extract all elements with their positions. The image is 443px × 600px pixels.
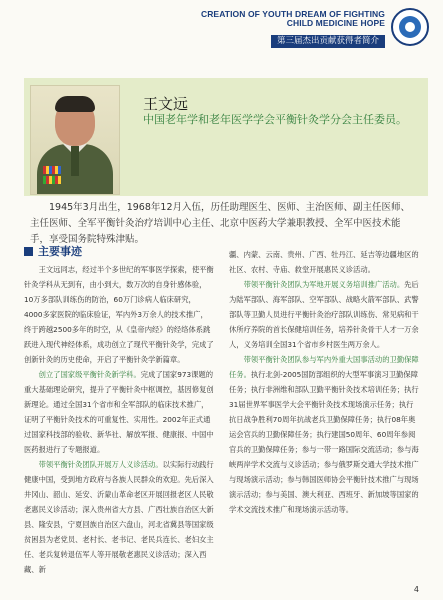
portrait-photo (30, 85, 120, 195)
section-title: 主要事迹 (38, 245, 82, 258)
paragraph: 带领平衡针灸团队参与军内外重大国事活动的卫勤保障任务。执行北剑-2005国防部组织的大型军事演习卫勤保障任务；执行非洲维和部队卫勤平衡针灸技术培训任务；执行31届世界军事医学大会平衡针灸技术现场演示任务；执行抗日战争胜利70周年抗战老兵卫勤保障任务；执行08年奥运会官兵的卫勤保障任务；执行建国50周年、60周年参阅官兵的卫勤保障任务；参与一带一路国际交流活动；参与海峡两岸学术交流与义诊活动；参与俄罗斯交通大学技术推广与现场演示活动；参与韩国医师协会平衡针技术推广与现场演示活动；参与美国、澳大利亚、西班牙、新加坡等国家的学术交流技术推广和现场演示活动等。 (229, 355, 419, 514)
section-square-icon (24, 247, 33, 256)
profile-name: 王文远 (143, 95, 189, 113)
paragraph: 带领平衡针灸团队开展万人义诊活动。以实际行动践行健康中国，受到地方政府与各族人民群众的欢迎。先后深入井冈山、韶山、延安、沂蒙山革命老区开展回报老区人民敬老惠民义诊活动；深入贵州省大方县、广西壮族自治区大新县、隆安县，宁夏回族自治区六盘山，河北省冀县等国家级贫困县为老党员、老村长、老书记、老民兵连长、老妇女主任、老兵复转退伍军人等开展敬老惠民义诊活动；深入西藏、新 (24, 460, 214, 574)
right-column (229, 247, 419, 517)
section-heading (24, 244, 82, 258)
paragraph: 王文远同志，经过半个多世纪的军事医学探索，使平衡针灸学科从无到有，由小到大，数万次的自身针感体验，10万多部队训练伤的防治，60万门诊病人临床研究，4000多家医院的临床验证，军内外3万余人的技术推广，终于跨越2500多年的时空，从《皇帝内经》的经络体系跳跃进入现代神经体系，成功创立了现代平衡针灸学，完成了创新针灸的历史使命，开启了平衡针灸学新篇章。 (24, 265, 214, 364)
header-en-line1: CREATION OF YOUTH DREAM OF FIGHTING (200, 9, 385, 19)
highlight-heading: 带领平衡针灸团队开展万人义诊活动。 (38, 460, 163, 469)
highlight-heading: 创立了国家级平衡针灸新学科。 (38, 370, 141, 379)
highlight-heading: 带领平衡针灸团队为军地开展义务培训推广活动。 (243, 280, 405, 289)
header-banner (201, 10, 385, 48)
paragraph: 带领平衡针灸团队为军地开展义务培训推广活动。先后为陆军部队、海军部队、空军部队、战略火箭军部队、武警部队等卫勤人员进行平衡针灸治疗部队训练伤、常见病和干休所疗养院的首长保健培训任务，培养针灸骨干人才一万余人，义务培训全国31个省市乡村医生两万余人。 (229, 280, 419, 349)
highlight-heading: 带领平衡针灸团队参与军内外重大国事活动的卫勤保障任务。 (229, 355, 419, 379)
page-number: 4 (413, 585, 419, 594)
paragraph: 创立了国家级平衡针灸新学科。完成了国家973课题的重大基础理论研究，提升了平衡针灸中枢调控，基因修复创新理论。通过全国31个省市和全军部队的临床技术推广，证明了平衡针灸技术的可重复性、实用性。2002年正式通过国家科技部的验收、新华社、解放军报、健康报、中国中医药报进行了专题报道。 (24, 370, 214, 454)
left-column (24, 262, 214, 577)
header-cn-label: 第三届杰出贡献获得者简介 (271, 35, 385, 48)
profile-bio: 1945年3月出生，1968年12月入伍，历任助理医生、医师、主治医师、副主任医师、主任医师、全军平衡针灸治疗培训中心主任、北京中医药大学兼职教授、全军中医技术能手，享受国务院特殊津贴。 (30, 202, 410, 245)
paragraph: 疆、内蒙、云南、贵州、广西、牡丹江、延吉等边疆地区的社区、农村、寺庙、救堂开展惠民义诊活动。 (229, 250, 419, 274)
header-band (0, 0, 443, 62)
header-en-line2: CHILD MEDICINE HOPE (286, 18, 385, 29)
organization-logo (391, 8, 429, 46)
profile-title: 中国老年学和老年医学学会平衡针灸学分会主任委员。 (143, 113, 407, 126)
